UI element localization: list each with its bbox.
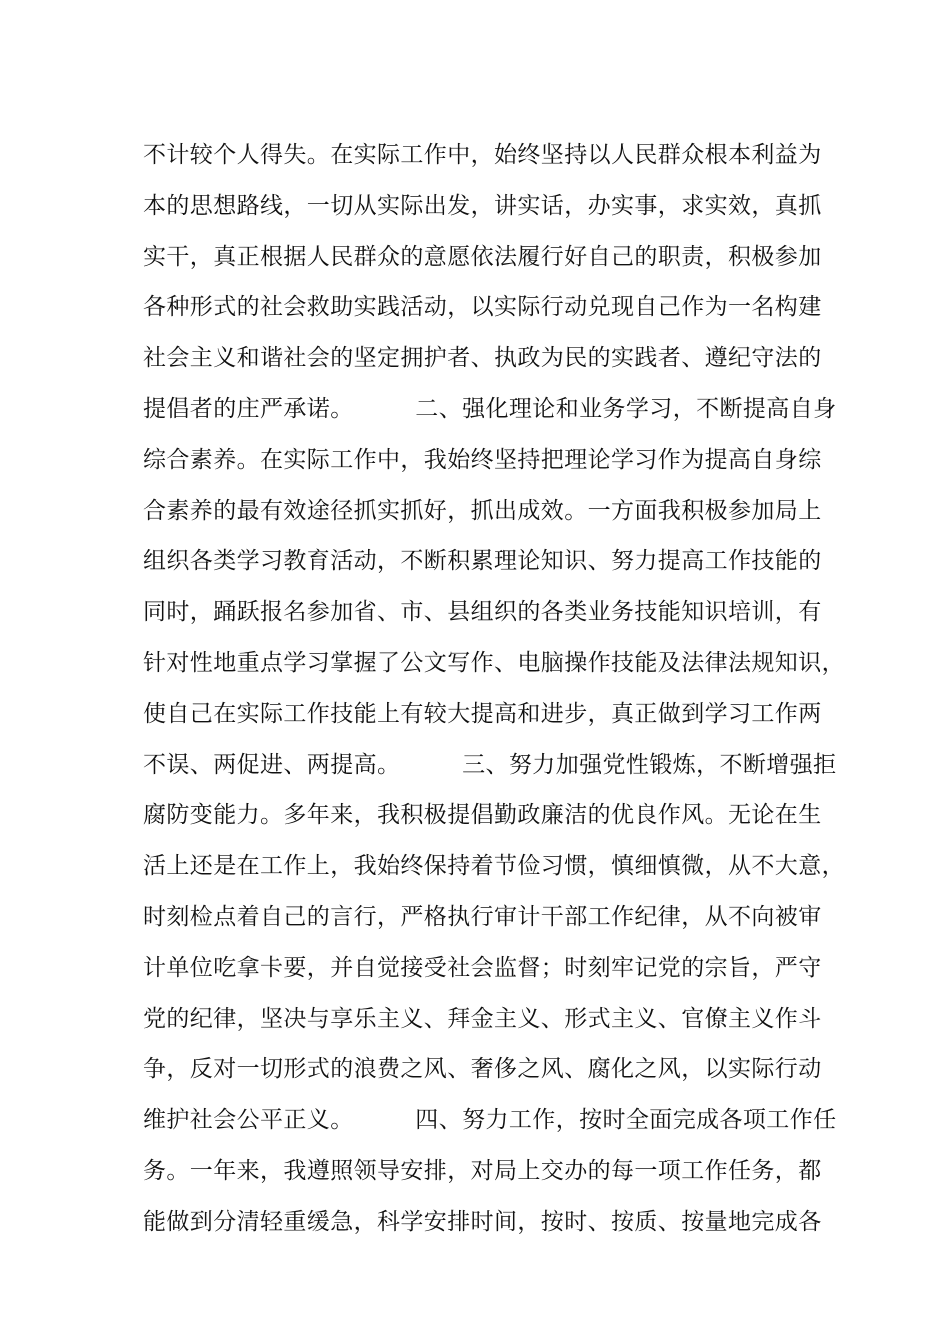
text-line-15: 活上还是在工作上，我始终保持着节俭习惯，慎细慎微，从不大意， [143,853,845,880]
text-line-10: 同时，踊跃报名参加省、市、县组织的各类业务技能知识培训，有 [143,599,822,626]
text-line-8: 合素养的最有效途径抓实抓好，抓出成效。一方面我积极参加局上 [143,497,822,524]
text-line-22: 能做到分清轻重缓急，科学安排时间，按时、按质、按量地完成各 [143,1208,822,1235]
text-line-14: 腐防变能力。多年来，我积极提倡勤政廉洁的优良作风。无论在生 [143,802,822,829]
text-line-18: 党的纪律，坚决与享乐主义、拜金主义、形式主义、官僚主义作斗 [143,1005,822,1032]
text-line-5: 社会主义和谐社会的坚定拥护者、执政为民的实践者、遵纪守法的 [143,345,822,372]
text-line-19: 争，反对一切形式的浪费之风、奢侈之风、腐化之风，以实际行动 [143,1056,822,1083]
text-line-20: 维护社会公平正义。 四、努力工作，按时全面完成各项工作任 [143,1107,837,1134]
text-line-9: 组织各类学习教育活动，不断积累理论知识、努力提高工作技能的 [143,548,822,575]
text-line-13: 不误、两促进、两提高。 三、努力加强党性锻炼，不断增强拒 [143,751,837,778]
text-line-2: 本的思想路线，一切从实际出发，讲实话，办实事，求实效，真抓 [143,192,822,219]
body-text [143,130,843,1248]
text-line-6: 提倡者的庄严承诺。 二、强化理论和业务学习，不断提高自身 [143,395,837,422]
text-line-3: 实干，真正根据人民群众的意愿依法履行好自己的职责，积极参加 [143,243,822,270]
text-line-7: 综合素养。在实际工作中，我始终坚持把理论学习作为提高自身综 [143,446,822,473]
text-line-12: 使自己在实际工作技能上有较大提高和进步，真正做到学习工作两 [143,700,822,727]
text-line-17: 计单位吃拿卡要，并自觉接受社会监督；时刻牢记党的宗旨，严守 [143,954,822,981]
text-line-16: 时刻检点着自己的言行，严格执行审计干部工作纪律，从不向被审 [143,903,822,930]
text-line-11: 针对性地重点学习掌握了公文写作、电脑操作技能及法律法规知识， [143,649,845,676]
text-line-21: 务。一年来，我遵照领导安排，对局上交办的每一项工作任务，都 [143,1157,822,1184]
text-line-1: 不计较个人得失。在实际工作中，始终坚持以人民群众根本利益为 [143,142,822,168]
text-line-4: 各种形式的社会救助实践活动，以实际行动兑现自己作为一名构建 [143,294,822,321]
